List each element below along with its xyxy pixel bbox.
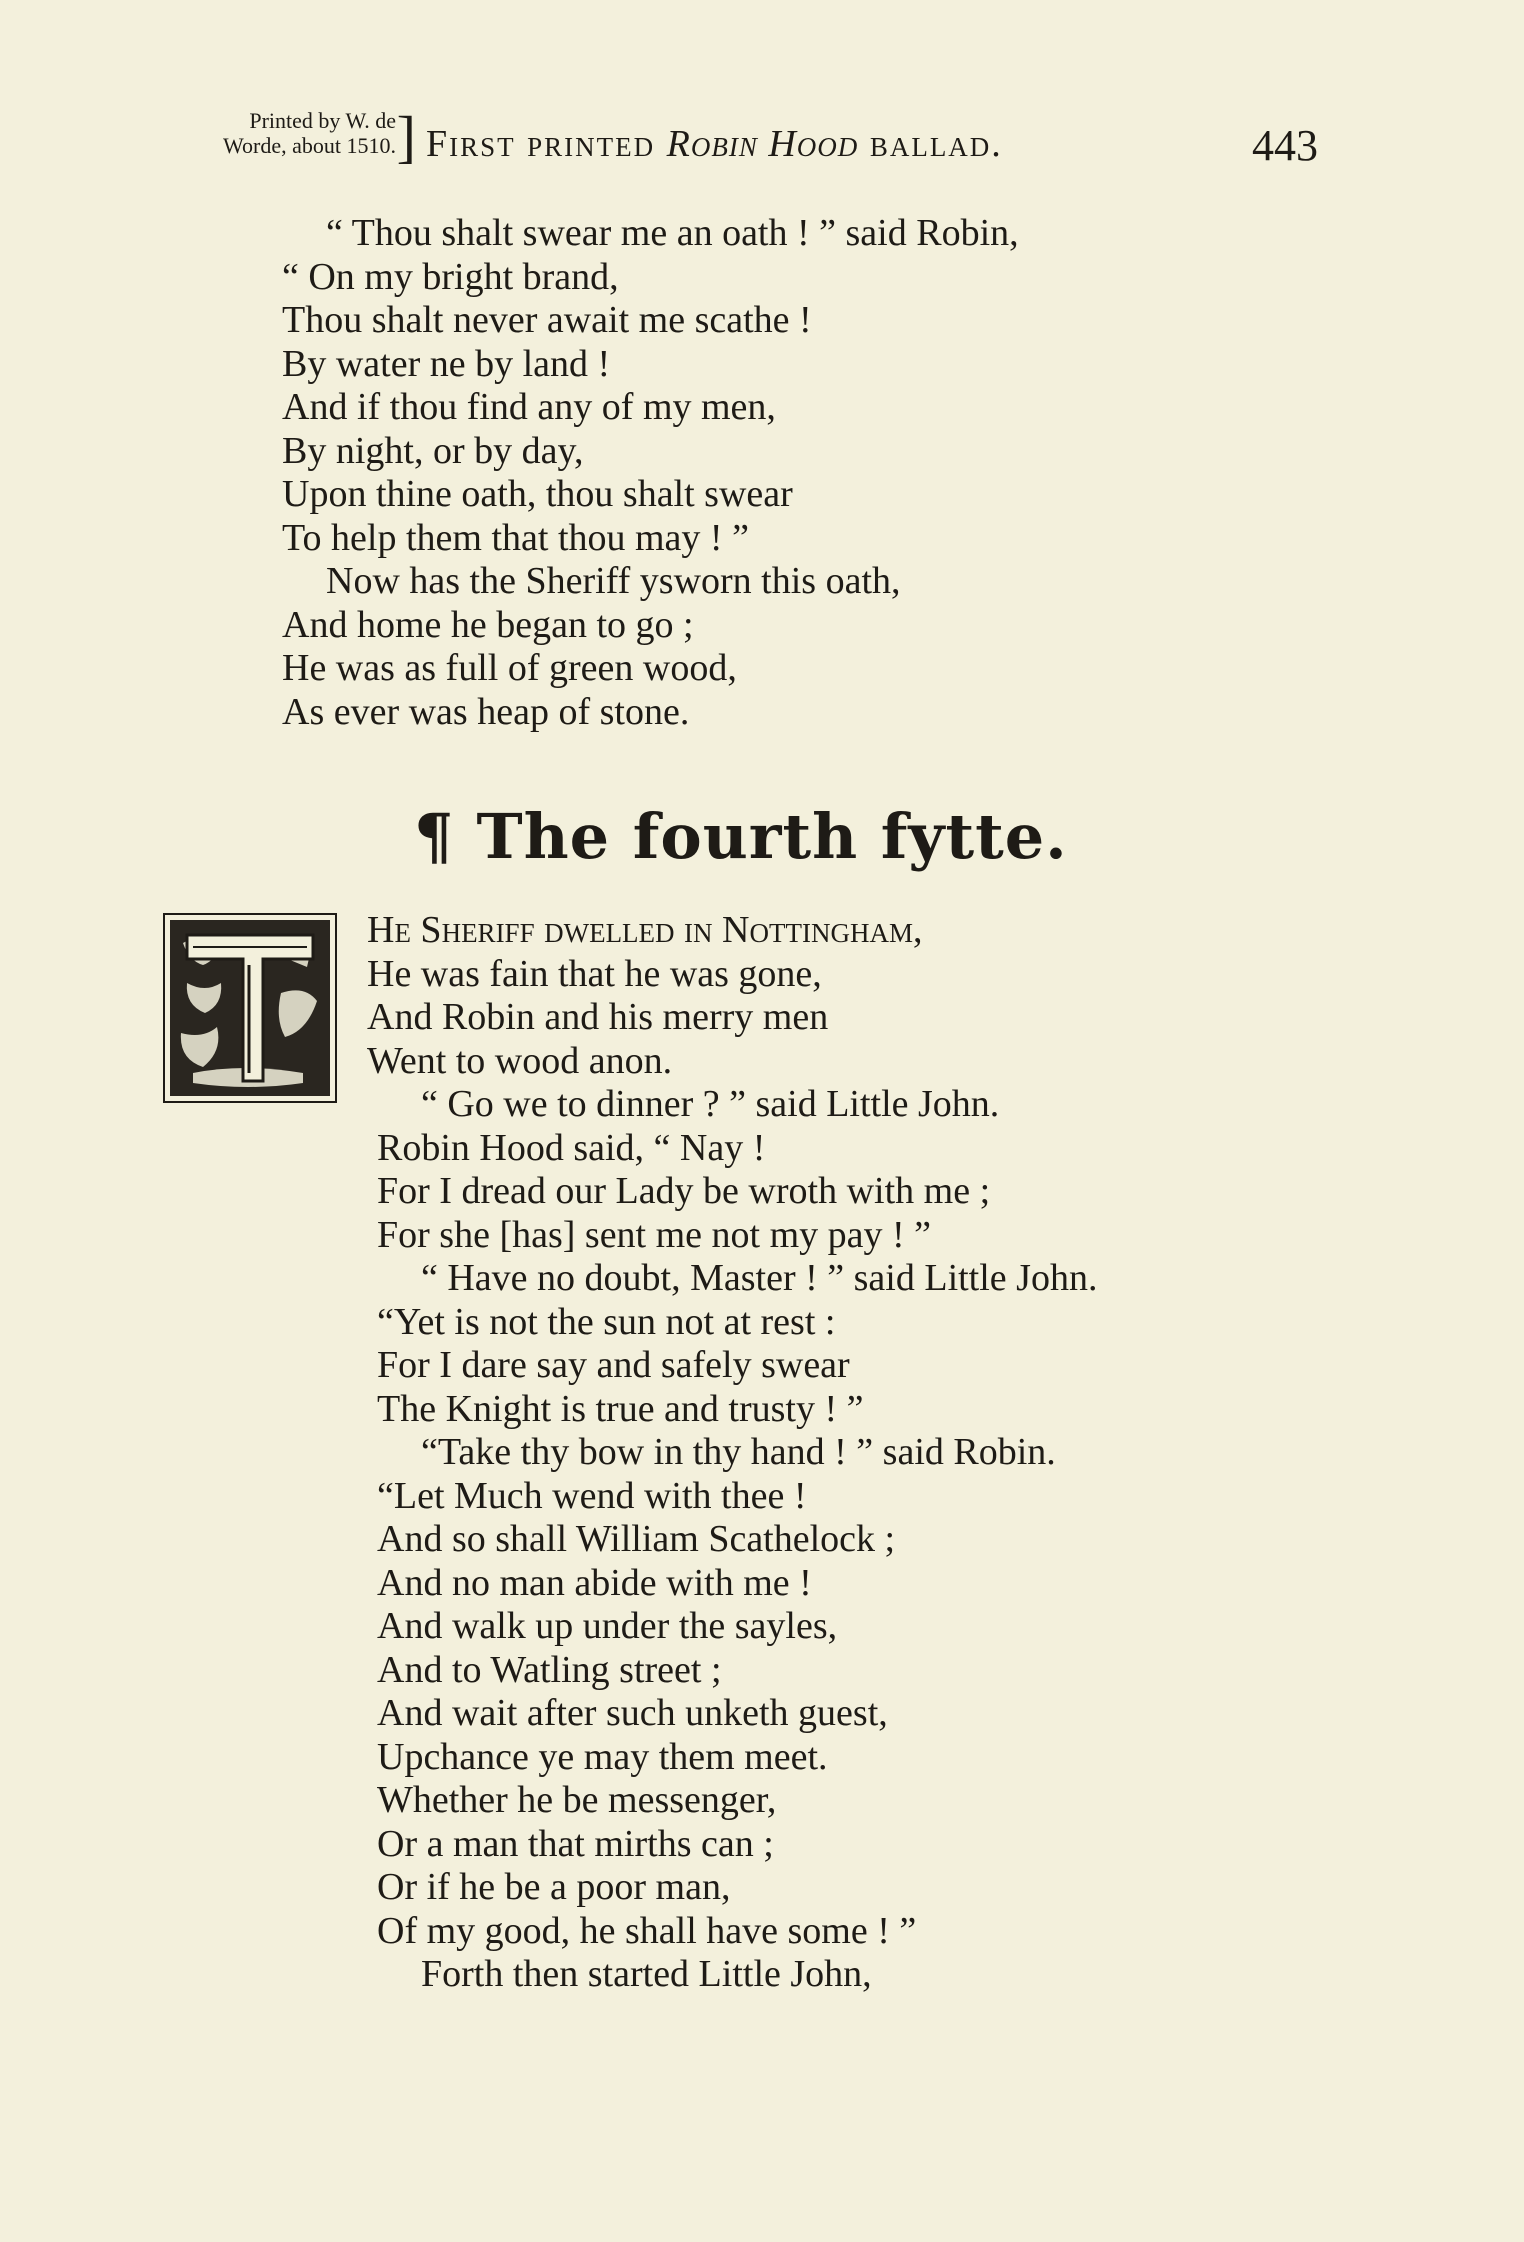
running-title-italic: Robin Hood: [666, 123, 859, 165]
verse-line: He was as full of green wood,: [282, 647, 737, 689]
running-title-part-1: First printed: [426, 123, 667, 165]
verse-line: Upchance ye may them meet.: [377, 1735, 828, 1778]
verse-line: And wait after such unketh guest,: [377, 1692, 888, 1734]
verse-line: He was fain that he was gone,: [367, 952, 822, 995]
verse-line: For I dread our Lady be wroth with me ;: [377, 1170, 991, 1212]
verse-line: For I dare say and safely swear: [377, 1344, 850, 1386]
verse-line: By water ne by land !: [282, 342, 611, 385]
verse-line: He Sheriff dwelled in Nottingham,: [367, 909, 923, 951]
verse-line: Thou shalt never await me scathe !: [282, 299, 812, 341]
verse-line: Or a man that mirths can ;: [377, 1822, 774, 1865]
verse-line: And no man abide with me !: [377, 1561, 812, 1604]
section-heading: [414, 800, 1068, 873]
verse-line: “ On my bright brand,: [282, 255, 619, 298]
running-header: [148, 104, 1318, 178]
verse-line: And to Watling street ;: [377, 1648, 722, 1691]
section-heading-text: The fourth fytte.: [476, 800, 1068, 873]
stanza-2-opening: [367, 909, 922, 1083]
verse-line: Forth then started Little John,: [421, 1953, 872, 1995]
running-title-part-2: ballad.: [858, 123, 1003, 165]
verse-line: “Yet is not the sun not at rest :: [377, 1300, 836, 1343]
verse-line: For she [has] sent me not my pay ! ”: [377, 1213, 932, 1256]
verse-line: “ Have no doubt, Master ! ” said Little John.: [421, 1257, 1098, 1299]
verse-line: Or if he be a poor man,: [377, 1866, 731, 1908]
page-number: 443: [1252, 121, 1318, 170]
stanza-2: [377, 1083, 1097, 1997]
verse-line: Of my good, he shall have some ! ”: [377, 1909, 917, 1952]
verse-line: And walk up under the sayles,: [377, 1605, 838, 1647]
verse-line: The Knight is true and trusty ! ”: [377, 1387, 864, 1430]
verse-line: And home he began to go ;: [282, 603, 694, 646]
verse-line: Robin Hood said, “ Nay !: [377, 1126, 766, 1169]
verse-line: “Let Much wend with thee !: [377, 1474, 807, 1517]
side-note-line-2: Worde, about 1510.: [223, 133, 396, 158]
side-note: [148, 104, 416, 169]
verse-line: By night, or by day,: [282, 429, 584, 472]
stanza-1: [282, 212, 1019, 734]
running-title: [426, 122, 1003, 166]
verse-line: Now has the Sheriff ysworn this oath,: [326, 560, 901, 602]
verse-line: To help them that thou may ! ”: [282, 516, 749, 559]
verse-line: “ Thou shalt swear me an oath ! ” said Robin,: [326, 212, 1019, 254]
pilcrow-icon: ¶: [414, 800, 455, 873]
drop-cap-ornament-icon: [163, 913, 337, 1103]
verse-line: “Take thy bow in thy hand ! ” said Robin.: [421, 1431, 1056, 1473]
verse-line: And if thou find any of my men,: [282, 386, 776, 428]
verse-line: And Robin and his merry men: [367, 996, 829, 1038]
verse-line: And so shall William Scathelock ;: [377, 1518, 896, 1560]
side-note-bracket: ]: [396, 104, 416, 169]
side-note-line-1: Printed by W. de: [249, 108, 396, 133]
drop-cap: [163, 913, 337, 1103]
verse-line: “ Go we to dinner ? ” said Little John.: [421, 1083, 1000, 1125]
verse-line: As ever was heap of stone.: [282, 690, 690, 733]
verse-line: Whether he be messenger,: [377, 1779, 777, 1821]
verse-line: Went to wood anon.: [367, 1039, 673, 1082]
verse-line: Upon thine oath, thou shalt swear: [282, 473, 793, 515]
